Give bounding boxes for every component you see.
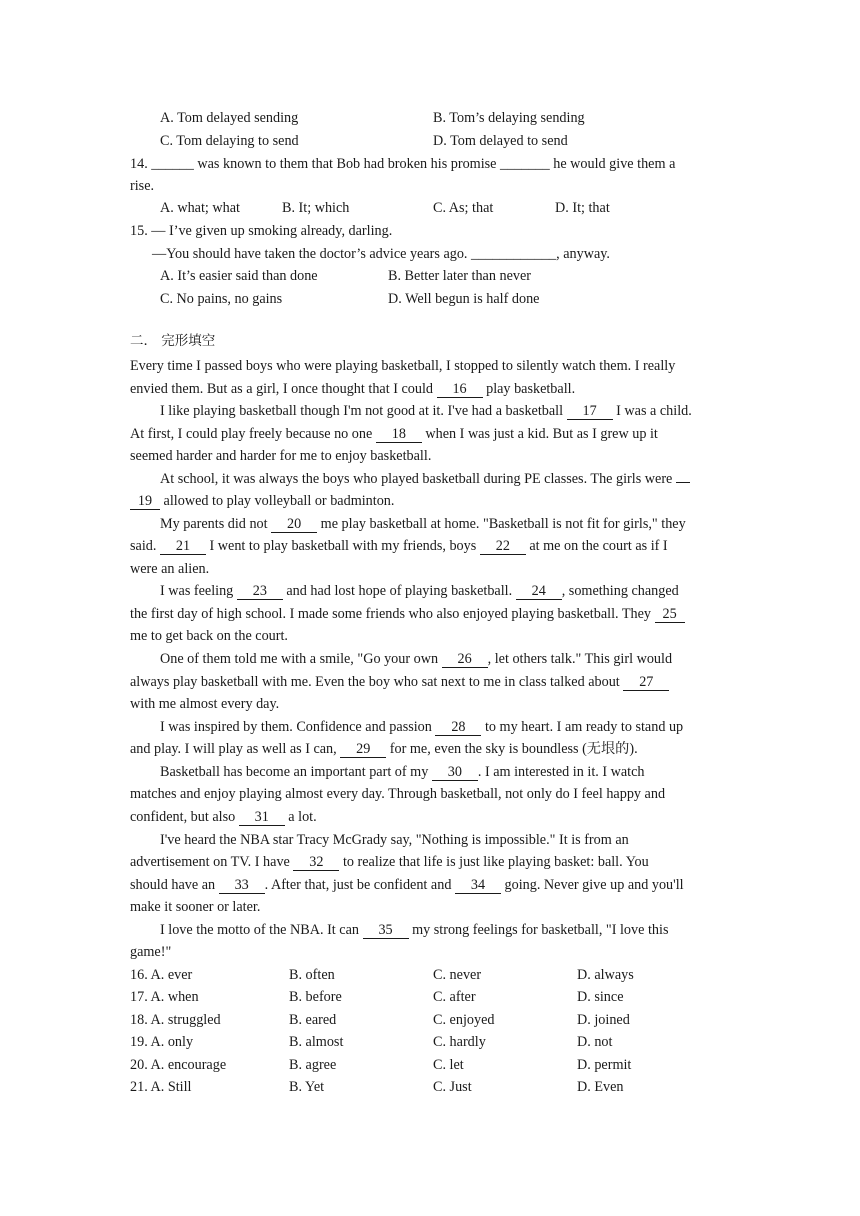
cloze-p2-line2 [130,425,658,443]
text: envied them. But as a girl, I once thought that I could [130,381,437,397]
cloze-p10-line1 [160,921,668,939]
blank-17: 17 [567,404,613,420]
option-17-b: B. before [289,989,342,1005]
text: going. Never give up and you'll [500,877,684,893]
option-18-d: D. joined [577,1012,630,1028]
text: advertisement on TV. I have [130,854,294,870]
text: I went to play basketball with my friends, boys [205,538,480,554]
text: at me on the court as if I [525,538,668,554]
blank-20: 20 [271,517,317,533]
cloze-p9-line3 [130,876,684,894]
q15-line2: —You should have taken the doctor’s advice years ago. ____________, anyway. [152,246,610,262]
blank-26: 26 [442,652,488,668]
option-17-a: 17. A. when [130,989,199,1005]
q15-option-d: D. Well begun is half done [388,291,540,307]
q14-stem-cont: rise. [130,178,155,194]
blank-29: 29 [340,742,386,758]
blank-23: 23 [237,584,283,600]
blank-18: 18 [376,427,422,443]
q14-stem: 14. ______ was known to them that Bob had broken his promise _______ he would give them a [130,156,676,172]
q14-option-b: B. It; which [282,200,350,216]
cloze-p8-line2: matches and enjoy playing almost every day. Through basketball, not only do I feel happy and [130,786,666,802]
text: play basketball. [482,381,576,397]
cloze-p6-line1 [160,650,672,668]
cloze-p7-line1 [160,718,683,736]
text: I was feeling [160,583,237,599]
blank-30: 30 [432,765,478,781]
cloze-p6-line3: with me almost every day. [130,696,280,712]
option-19-a: 19. A. only [130,1034,194,1050]
cloze-p9-line2 [130,853,649,871]
option-19-c: C. hardly [433,1034,486,1050]
text: when I was just a kid. But as I grew up it [421,426,658,442]
option-18-c: C. enjoyed [433,1012,495,1028]
blank-31: 31 [239,810,285,826]
section-title-cloze: 二． 完形填空 [130,333,216,349]
text: my strong feelings for basketball, "I love this [408,922,669,938]
cloze-p4-line2 [130,537,668,555]
cloze-p3-line1 [160,470,690,488]
blank-27: 27 [623,675,669,691]
cloze-p9-line4: make it sooner or later. [130,899,261,915]
option-18-b: B. eared [289,1012,337,1028]
text: and had lost hope of playing basketball. [282,583,516,599]
blank-19: 19 [130,494,160,510]
option-21-d: D. Even [577,1079,624,1095]
text: a lot. [284,809,317,825]
text: At school, it was always the boys who played basketball during PE classes. The girls were [160,471,676,487]
cloze-p6-line2 [130,673,669,691]
text: me play basketball at home. "Basketball is not fit for girls," they [317,516,686,532]
q14-option-a: A. what; what [160,200,240,216]
cloze-p1-line1: Every time I passed boys who were playing basketball, I stopped to silently watch them. I really [130,358,676,374]
blank-34: 34 [455,878,501,894]
blank-21: 21 [160,539,206,555]
blank-35: 35 [363,923,409,939]
cloze-p2-line1 [160,402,692,420]
q13-option-c: C. Tom delaying to send [160,133,299,149]
option-20-a: 20. A. encourage [130,1057,227,1073]
cloze-p4-line3: were an alien. [130,561,210,577]
text: allowed to play volleyball or badminton. [160,493,395,509]
blank-16: 16 [437,382,483,398]
text: One of them told me with a smile, "Go your own [160,651,442,667]
text: I was a child. [612,403,692,419]
q13-option-b: B. Tom’s delaying sending [433,110,585,126]
option-21-b: B. Yet [289,1079,325,1095]
cloze-p8-line1 [160,763,645,781]
text: . I am interested in it. I watch [477,764,645,780]
option-20-b: B. agree [289,1057,337,1073]
text: said. [130,538,160,554]
blank-24: 24 [516,584,562,600]
blank-32: 32 [293,855,339,871]
cloze-p1-line2 [130,380,575,398]
q13-option-a: A. Tom delayed sending [160,110,299,126]
option-21-c: C. Just [433,1079,472,1095]
blank-28: 28 [435,720,481,736]
option-20-c: C. let [433,1057,464,1073]
text: I was inspired by them. Confidence and passion [160,719,436,735]
q14-option-d: D. It; that [555,200,610,216]
text: to realize that life is just like playing basket: ball. You [339,854,649,870]
option-19-d: D. not [577,1034,613,1050]
option-19-b: B. almost [289,1034,344,1050]
option-18-a: 18. A. struggled [130,1012,221,1028]
option-16-a: 16. A. ever [130,967,193,983]
blank-33: 33 [219,878,265,894]
option-16-b: B. often [289,967,335,983]
cloze-p5-line2 [130,605,685,623]
cloze-p2-line3: seemed harder and harder for me to enjoy basketball. [130,448,432,464]
text: and play. I will play as well as I can, [130,741,341,757]
text: always play basketball with me. Even the boy who sat next to me in class talked about [130,674,624,690]
text: . After that, just be confident and [264,877,455,893]
text: Basketball has become an important part of my [160,764,432,780]
text: I love the motto of the NBA. It can [160,922,363,938]
cloze-p9-line1: I've heard the NBA star Tracy McGrady say, "Nothing is impossible." It is from an [160,832,629,848]
q13-option-d: D. Tom delayed to send [433,133,568,149]
blank-22: 22 [480,539,526,555]
text: I like playing basketball though I'm not good at it. I've had a basketball [160,403,567,419]
q15-line1: 15. — I’ve given up smoking already, darling. [130,223,393,239]
text: to my heart. I am ready to stand up [481,719,684,735]
q15-option-c: C. No pains, no gains [160,291,283,307]
cloze-p7-line2 [130,740,638,758]
text: should have an [130,877,219,893]
option-17-c: C. after [433,989,476,1005]
option-20-d: D. permit [577,1057,632,1073]
option-16-c: C. never [433,967,482,983]
cloze-p10-line2: game!" [130,944,172,960]
cloze-p5-line1 [160,582,679,600]
q15-option-a: A. It’s easier said than done [160,268,318,284]
blank-25: 25 [655,607,685,623]
cloze-p4-line1 [160,515,686,533]
cloze-p3-line2 [130,492,394,510]
text: for me, even the sky is boundless (无垠的). [386,741,638,757]
q15-option-b: B. Better later than never [388,268,531,284]
q14-option-c: C. As; that [433,200,494,216]
option-16-d: D. always [577,967,634,983]
text: My parents did not [160,516,272,532]
cloze-p5-line3: me to get back on the court. [130,628,288,644]
text: , something changed [561,583,679,599]
text: At first, I could play freely because no one [130,426,376,442]
option-21-a: 21. A. Still [130,1079,192,1095]
cloze-p8-line3 [130,808,317,826]
option-17-d: D. since [577,989,624,1005]
text: confident, but also [130,809,239,825]
blank-19-start [676,482,690,483]
text: , let others talk." This girl would [487,651,673,667]
text: the first day of high school. I made some friends who also enjoyed playing basketball. They [130,606,655,622]
